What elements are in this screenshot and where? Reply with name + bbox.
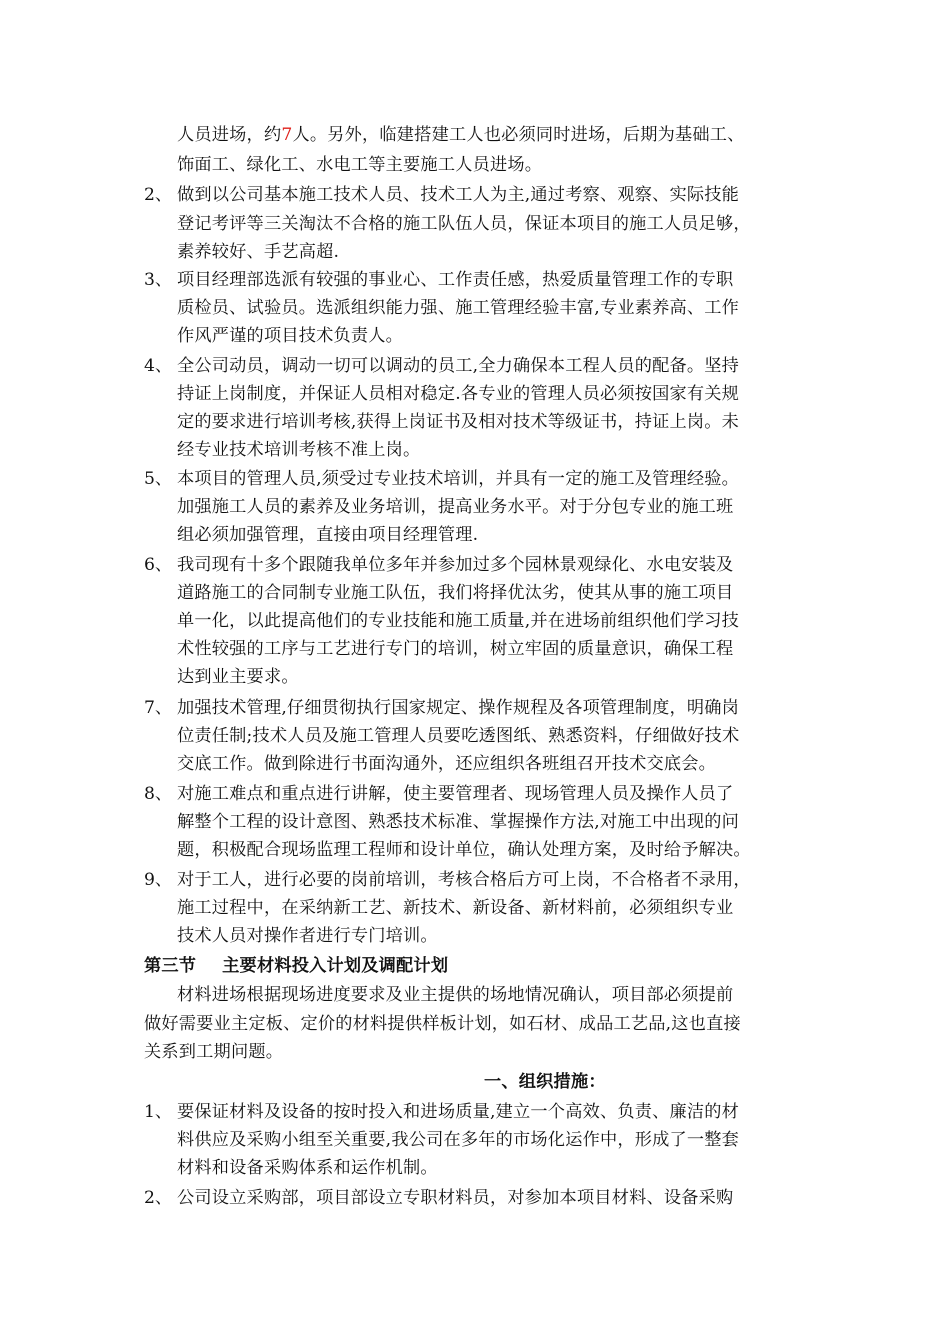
list-item-line: 技术人员对操作者进行专门培训。 xyxy=(177,926,438,946)
subheading: 一、组织措施： xyxy=(484,1072,606,1092)
list-item-line: 题，积极配合现场监理工程师和设计单位，确认处理方案，及时给予解决。 xyxy=(177,840,751,860)
list-item-line: 道路施工的合同制专业施工队伍，我们将择优汰劣，使其从事的施工项目 xyxy=(177,583,734,603)
list-item-line: 作风严谨的项目技术负责人。 xyxy=(177,326,404,346)
list-item-line: 做到以公司基本施工技术人员、技术工人为主,通过考察、观察、实际技能 xyxy=(177,185,740,205)
list-item-line: 经专业技术培训考核不准上岗。 xyxy=(177,440,421,460)
intro-line-1-pre: 人员进场，约 xyxy=(177,125,282,145)
section-number: 第三节 xyxy=(144,956,197,976)
list-item-line: 组必须加强管理，直接由项目经理管理. xyxy=(177,525,479,545)
section-title: 主要材料投入计划及调配计划 xyxy=(222,956,449,976)
list-item-number: 2、 xyxy=(144,185,173,205)
section-heading xyxy=(144,954,448,978)
list-item-number: 2、 xyxy=(144,1188,173,1208)
list-item-line: 料供应及采购小组至关重要,我公司在多年的市场化运作中，形成了一整套 xyxy=(177,1130,740,1150)
list-item-number: 4、 xyxy=(144,356,173,376)
list-item-number: 7、 xyxy=(144,698,173,718)
intro-line-2: 饰面工、绿化工、水电工等主要施工人员进场。 xyxy=(177,155,543,175)
list-item-line: 术性较强的工序与工艺进行专门的培训，树立牢固的质量意识，确保工程 xyxy=(177,639,734,659)
list-item-number: 6、 xyxy=(144,555,173,575)
list-item-line: 材料和设备采购体系和运作机制。 xyxy=(177,1158,438,1178)
list-item-line: 定的要求进行培训考核,获得上岗证书及相对技术等级证书，持证上岗。未 xyxy=(177,412,740,432)
paragraph-line: 关系到工期问题。 xyxy=(144,1042,284,1062)
list-item-line: 我司现有十多个跟随我单位多年并参加过多个园林景观绿化、水电安装及 xyxy=(177,555,734,575)
list-item-line: 登记考评等三关淘汰不合格的施工队伍人员，保证本项目的施工人员足够， xyxy=(177,214,751,234)
list-item-line: 单一化，以此提高他们的专业技能和施工质量,并在进场前组织他们学习技 xyxy=(177,611,740,631)
list-item-line: 质检员、试验员。选派组织能力强、施工管理经验丰富,专业素养高、工作 xyxy=(177,298,740,318)
list-item-line: 交底工作。做到除进行书面沟通外，还应组织各班组召开技术交底会。 xyxy=(177,754,717,774)
list-item-line: 项目经理部选派有较强的事业心、工作责任感，热爱质量管理工作的专职 xyxy=(177,270,734,290)
list-item-number: 8、 xyxy=(144,784,173,804)
paragraph-line: 材料进场根据现场进度要求及业主提供的场地情况确认，项目部必须提前 xyxy=(177,985,734,1005)
list-item-line: 要保证材料及设备的按时投入和进场质量,建立一个高效、负责、廉洁的材 xyxy=(177,1102,740,1122)
list-item-line: 位责任制;技术人员及施工管理人员要吃透图纸、熟悉资料，仔细做好技术 xyxy=(177,726,740,746)
intro-line-1-post: 人。另外，临建搭建工人也必须同时进场，后期为基础工、 xyxy=(292,125,745,145)
list-item-line: 公司设立采购部，项目部设立专职材料员，对参加本项目材料、设备采购 xyxy=(177,1188,734,1208)
list-item-line: 施工过程中，在采纳新工艺、新技术、新设备、新材料前，必须组织专业 xyxy=(177,898,734,918)
list-item-line: 素养较好、手艺高超. xyxy=(177,242,340,262)
list-item-line: 对施工难点和重点进行讲解，使主要管理者、现场管理人员及操作人员了 xyxy=(177,784,734,804)
list-item-number: 3、 xyxy=(144,270,173,290)
list-item-line: 加强技术管理,仔细贯彻执行国家规定、操作规程及各项管理制度，明确岗 xyxy=(177,698,740,718)
list-item-line: 达到业主要求。 xyxy=(177,667,299,687)
list-item-line: 持证上岗制度，并保证人员相对稳定.各专业的管理人员必须按国家有关规 xyxy=(177,384,740,404)
list-item-line: 对于工人，进行必要的岗前培训，考核合格后方可上岗，不合格者不录用， xyxy=(177,870,751,890)
list-item-line: 加强施工人员的素养及业务培训，提高业务水平。对于分包专业的施工班 xyxy=(177,497,734,517)
list-item-number: 9、 xyxy=(144,870,173,890)
list-item-number: 1、 xyxy=(144,1102,173,1122)
list-item-line: 解整个工程的设计意图、熟悉技术标准、掌握操作方法,对施工中出现的问 xyxy=(177,812,740,832)
intro-worker-count: 7 xyxy=(281,125,293,145)
paragraph-line: 做好需要业主定板、定价的材料提供样板计划，如石材、成品工艺品,这也直接 xyxy=(144,1014,741,1034)
intro-line-1 xyxy=(177,123,745,147)
list-item-line: 全公司动员，调动一切可以调动的员工,全力确保本工程人员的配备。坚持 xyxy=(177,356,740,376)
list-item-number: 5、 xyxy=(144,469,173,489)
list-item-line: 本项目的管理人员,须受过专业技术培训，并具有一定的施工及管理经验。 xyxy=(177,469,740,489)
